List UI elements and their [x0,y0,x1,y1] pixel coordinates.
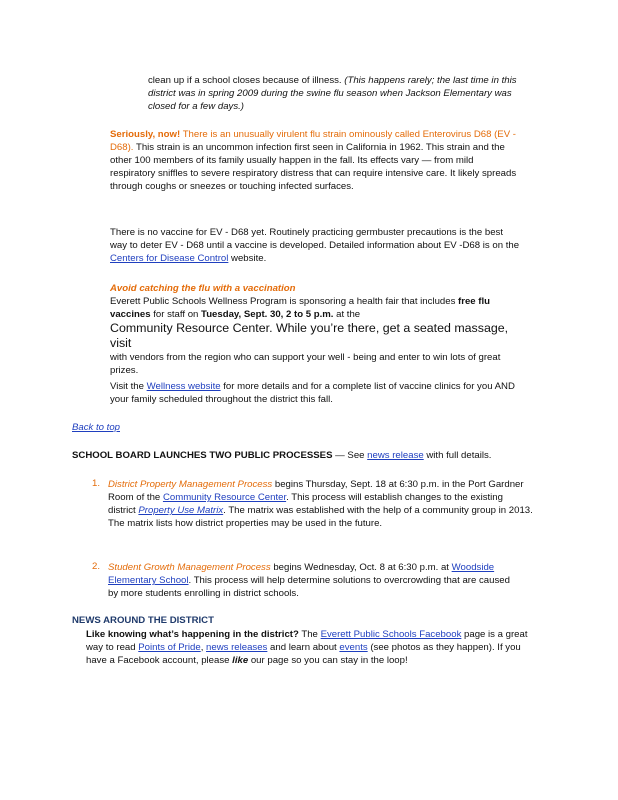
item1-text2: . This process will establish changes to the existing district [108,492,503,516]
news-like: like [232,655,249,666]
board-see: — See [335,450,365,461]
avoid-line1-text: Everett Public Schools Wellness Program is sponsoring a health fair that includes [110,296,456,307]
cdc-link[interactable]: Centers for Disease Control [110,253,229,264]
item2-text2: . This process will help determine solutions to overcrowding that are caused by more students enrolling in district schools. [108,575,510,599]
vaccine-text: There is no vaccine for EV - D68 yet. Routinely practicing germbuster precautions is the best way to deter EV - D68 until a vaccine is developed. Detailed information about EV -D68 is on the [110,227,520,251]
item1-title: District Property Management Process [108,479,273,490]
woodside-elementary-link[interactable]: Woodside Elementary School [108,562,495,586]
news-release-link[interactable]: news release [367,450,424,461]
intro-note: (This happens rarely; the last time in this district was in spring 2009 during the swine flu season when Jackson Elementary was closed for a few days.) [148,75,517,112]
item2-number: 2. [92,561,101,572]
points-of-pride-link[interactable]: Points of Pride [138,642,201,653]
item1-text3: . The matrix was established with the help of a community group in 2013. The matrix lists how district properties may be used in the future. [108,505,533,529]
avoid-line3: with vendors from the region who can support your well - being and enter to win lots of great prizes. [110,352,501,376]
news-comma: , [200,642,204,653]
seriously-paragraph [110,128,520,193]
news-text4: our page so you can stay in the loop! [250,655,408,666]
news-heading: NEWS AROUND THE DISTRICT [72,615,214,626]
seriously-lead: Seriously, now! [110,129,181,140]
item2-paragraph [108,561,520,600]
avoid-section [110,282,530,377]
news-releases-link[interactable]: news releases [206,642,268,653]
facebook-link[interactable]: Everett Public Schools Facebook [320,629,462,640]
avoid-big-text: Community Resource Center. While you’re there, get a seated massage, visit [110,321,509,350]
board-heading: SCHOOL BOARD LAUNCHES TWO PUBLIC PROCESSES [72,450,333,461]
wellness-before: Visit the [110,381,144,392]
item2-text1: begins Wednesday, Oct. 8 at 6:30 p.m. at [273,562,449,573]
events-link[interactable]: events [339,642,368,653]
back-to-top-link[interactable]: Back to top [72,422,120,433]
intro-text: clean up if a school closes because of illness. [148,75,342,86]
news-paragraph [86,628,536,667]
news-question: Like knowing what’s happening in the district? [86,629,299,640]
avoid-line1 [110,295,530,321]
news-heading-wrap [72,614,214,627]
avoid-for-staff: for staff on [153,309,199,320]
avoid-at-the: at the [336,309,361,320]
avoid-heading: Avoid catching the flu with a vaccination [110,283,296,294]
item1-number: 1. [92,478,101,489]
wellness-link[interactable]: Wellness website [146,381,221,392]
board-after: with full details. [426,450,492,461]
seriously-orange-text: There is an unusually virulent flu strain ominously called Enterovirus D68 (EV - D68). [110,129,516,153]
community-resource-center-link[interactable]: Community Resource Center [162,492,287,503]
property-use-matrix-link[interactable]: Property Use Matrix [138,505,224,516]
vaccine-after: website. [231,253,267,264]
seriously-body: This strain is an uncommon infection first seen in California in 1962. This strain and the other 100 members of its family usually happen in the fall. Its effects vary — from mild respiratory sniffles to severe respiratory distress that can require intensive care. It likely spreads through coughs or sneezes or touching infected surfaces. [110,142,517,192]
item2-title: Student Growth Management Process [108,562,271,573]
news-text2: and learn about [270,642,337,653]
back-to-top-wrap [72,421,120,434]
vaccine-paragraph [110,226,520,265]
news-text3: (see photos as they happen). If you have a Facebook account, please [86,642,521,666]
board-paragraph [72,449,530,462]
avoid-free-flu: free flu vaccines [110,296,491,320]
wellness-paragraph [110,380,520,406]
avoid-date: Tuesday, Sept. 30, 2 to 5 p.m. [201,309,334,320]
news-text1: page is a great way to read [86,629,528,653]
item1-paragraph [108,478,533,530]
item1-text1: begins Thursday, Sept. 18 at 6:30 p.m. in the Port Gardner Room of the [108,479,524,503]
wellness-after: for more details and for a complete list of vaccine clinics for you AND your family scheduled throughout the district this fall. [110,381,515,405]
news-the: The [301,629,318,640]
intro-paragraph [148,74,520,113]
